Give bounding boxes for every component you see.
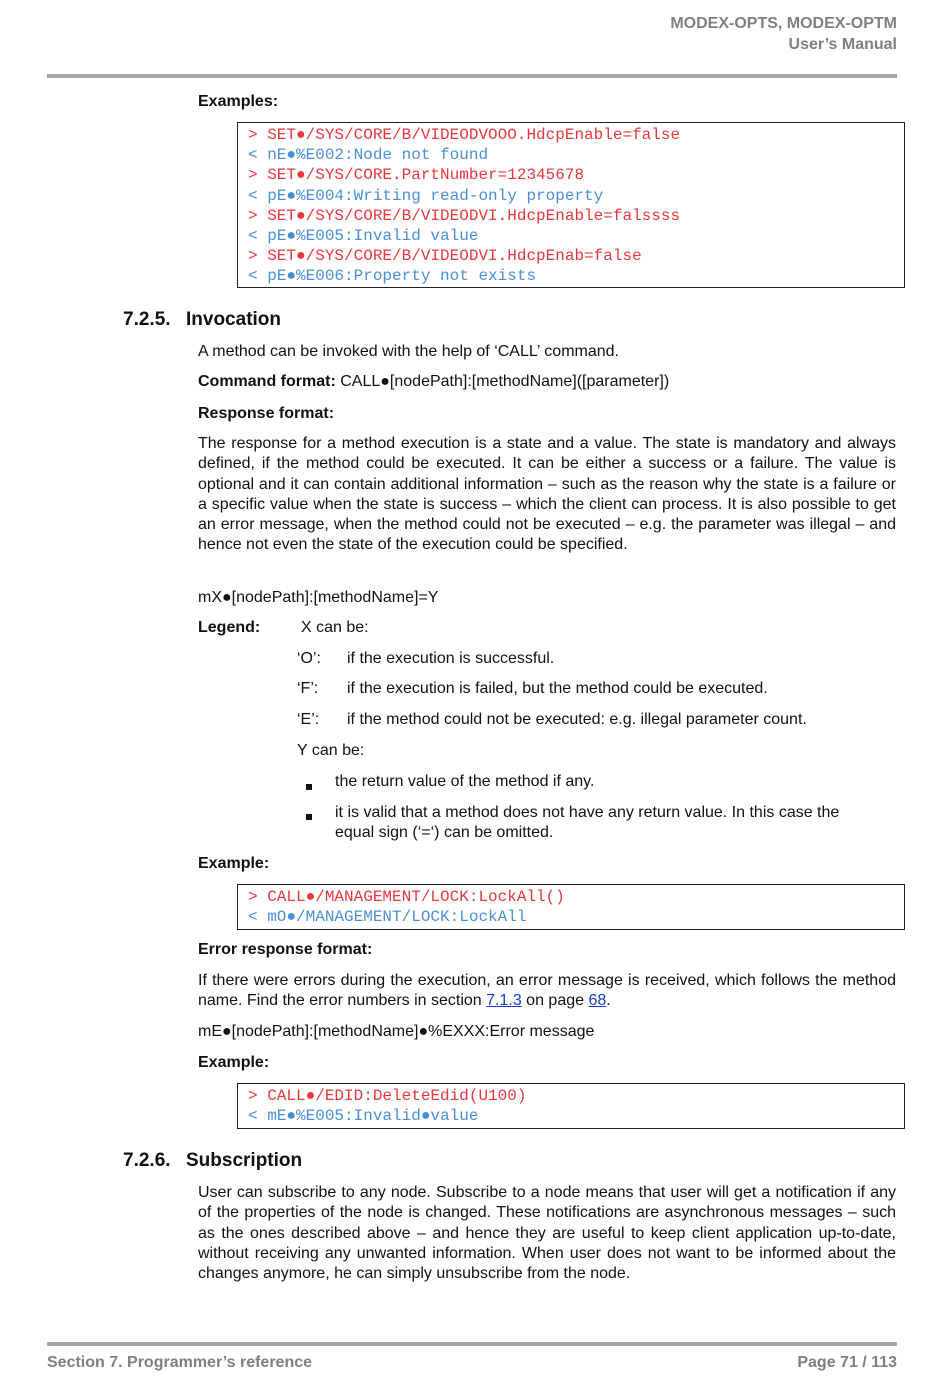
page-link[interactable]: 68: [588, 992, 607, 1010]
command-format-label: Command format:: [198, 373, 336, 390]
error-paragraph: If there were errors during the execution, an error message is received, which follows the method name. Find the error numbers in section 7.1.3 on page 68.: [198, 972, 896, 1010]
x-item-desc: if the method could not be executed: e.g. illegal parameter count.: [347, 711, 807, 728]
x-item-key: ‘O’:: [297, 650, 321, 667]
x-can-be: X can be:: [301, 619, 369, 636]
bullet-icon: [306, 808, 312, 826]
subscription-paragraph: User can subscribe to any node. Subscribe to a node means that user will get a notification if any of the properties of the node is changed. These notifications are asynchronous messages – such as the ones described above – and hence they are useful to keep client application up-to-date, without receiving any unwanted information. When user does not want to be informed about the changes anymore, he can simply unsubscribe from the node.: [198, 1184, 896, 1283]
section-title-subscription: Subscription: [186, 1150, 303, 1171]
code-line: > SET●/SYS/CORE.PartNumber=12345678: [248, 166, 585, 185]
examples-code-block: [237, 122, 905, 288]
code-line: < pE●%E005:Invalid value: [248, 227, 479, 246]
code-line: > SET●/SYS/CORE/B/VIDEODVOOO.HdcpEnable=false: [248, 126, 681, 144]
x-item-desc: if the execution is successful.: [347, 650, 555, 667]
x-item-desc: if the execution is failed, but the method could be executed.: [347, 680, 768, 697]
example2-code-block: [237, 1083, 905, 1129]
header-rule: [47, 74, 897, 78]
code-line: > SET●/SYS/CORE/B/VIDEODVI.HdcpEnable=falssss: [248, 206, 681, 225]
bullet-icon: [306, 778, 312, 796]
code-line: < nE●%E002:Node not found: [248, 146, 489, 165]
response-format-label: Response format:: [198, 405, 335, 422]
y-bullet-2-line1: it is valid that a method does not have any return value. In this case the: [335, 804, 840, 821]
section-link[interactable]: 7.1.3: [486, 992, 522, 1010]
response-syntax: mX●[nodePath]:[methodName]=Y: [198, 589, 439, 606]
code-line: > CALL●/MANAGEMENT/LOCK:LockAll(): [248, 888, 565, 906]
code-line: > CALL●/EDID:DeleteEdid(U100): [248, 1087, 527, 1105]
y-bullet-1: the return value of the method if any.: [335, 773, 595, 790]
code-line: < pE●%E004:Writing read-only property: [248, 186, 604, 205]
code-line: < pE●%E006:Property not exists: [248, 267, 537, 286]
footer-section: Section 7. Programmer’s reference: [47, 1354, 313, 1371]
example-label: Example:: [198, 855, 270, 872]
x-item-key: ‘F’:: [297, 680, 319, 697]
y-bullet-2-line2: equal sign (‘=‘) can be omitted.: [335, 824, 554, 841]
error-syntax: mE●[nodePath]:[methodName]●%EXXX:Error message: [198, 1023, 595, 1040]
examples-heading: Examples:: [198, 93, 279, 110]
invocation-intro: A method can be invoked with the help of ‘CALL’ command.: [198, 343, 619, 360]
code-line: < mE●%E005:Invalid●value: [248, 1107, 479, 1126]
example2-label: Example:: [198, 1054, 270, 1071]
command-format: [198, 372, 669, 392]
header-manual: User’s Manual: [788, 36, 897, 53]
section-title-invocation: Invocation: [186, 309, 282, 330]
command-format-value: CALL●[nodePath]:[methodName]([parameter]): [340, 373, 670, 390]
code-line: > SET●/SYS/CORE/B/VIDEODVI.HdcpEnab=false: [248, 247, 642, 266]
section-number-subscription: 7.2.6.: [123, 1150, 171, 1171]
error-format-label: Error response format:: [198, 941, 373, 958]
header-product: MODEX-OPTS, MODEX-OPTM: [670, 15, 897, 32]
footer-rule: [47, 1342, 897, 1346]
section-number-invocation: 7.2.5.: [123, 309, 171, 330]
y-can-be: Y can be:: [297, 742, 365, 759]
footer-page: Page 71 / 113: [797, 1354, 897, 1371]
example-code-block: [237, 884, 905, 930]
legend-label: Legend:: [198, 619, 261, 636]
code-line: < mO●/MANAGEMENT/LOCK:LockAll: [248, 908, 527, 927]
x-item-key: ‘E’:: [297, 711, 320, 728]
response-paragraph: The response for a method execution is a state and a value. The state is mandatory and always defined, if the method could be executed. It can be either a success or a failure. The value is optional and it can contain additional information – such as the reason why the state is a failure or a specific value when the state is success – which the client can process. It is also possible to get an error message, when the method could not be executed – e.g. the parameter was illegal – and hence not even the state of the execution could be specified.: [198, 435, 896, 554]
